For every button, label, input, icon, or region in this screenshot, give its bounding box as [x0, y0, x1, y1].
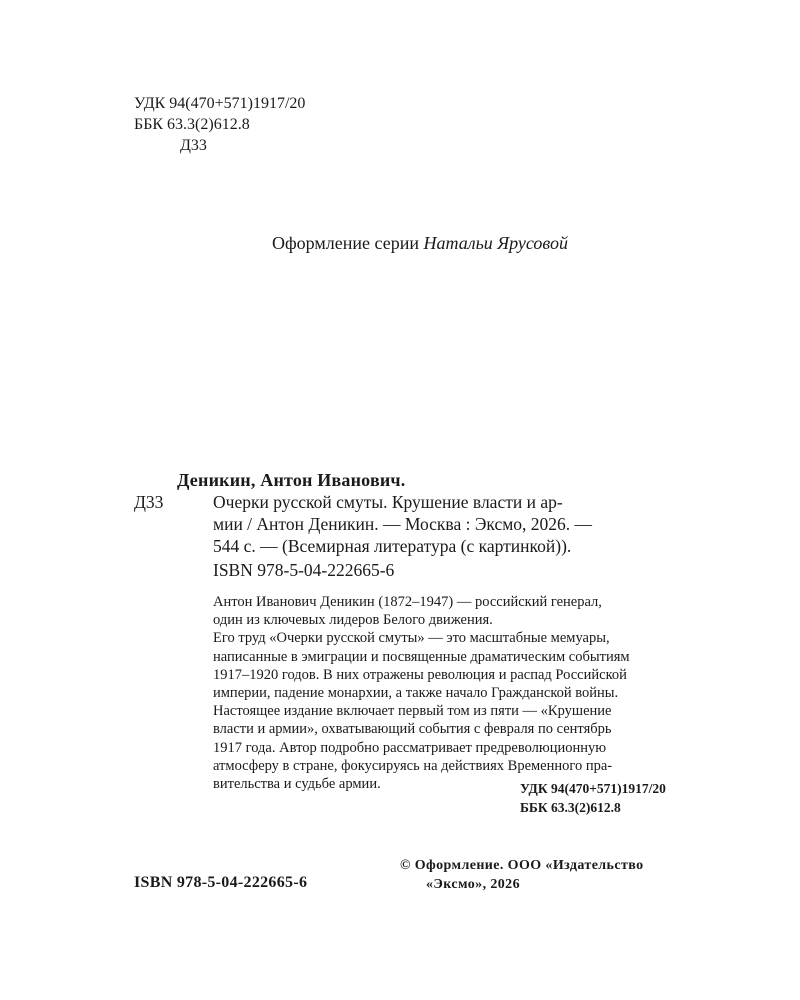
- bbk-code-right: ББК 63.3(2)612.8: [520, 800, 621, 815]
- annotation-line: один из ключевых лидеров Белого движения.: [213, 612, 493, 629]
- annotation-line: Его труд «Очерки русской смуты» — это масштабные мемуары,: [213, 630, 610, 647]
- catalog-isbn: ISBN 978-5-04-222665-6: [213, 560, 395, 580]
- annotation-line: Настоящее издание включает первый том из пяти — «Крушение: [213, 703, 612, 720]
- udk-code: УДК 94(470+571)1917/20: [134, 95, 306, 112]
- bbk-code: ББК 63.3(2)612.8: [134, 116, 250, 133]
- catalog-description: [213, 491, 708, 557]
- annotation-line: Антон Иванович Деникин (1872–1947) — российский генерал,: [213, 594, 602, 610]
- udk-block-top: [134, 93, 305, 156]
- author-mark: Д33: [180, 137, 207, 154]
- bottom-isbn: ISBN 978-5-04-222665-6: [134, 874, 308, 891]
- catalog-author-heading: Деникин, Антон Иванович.: [177, 470, 406, 490]
- catalog-author-code: Д33: [134, 492, 164, 512]
- annotation-line: атмосферу в стране, фокусируясь на действиях Временного пра-: [213, 757, 613, 774]
- copyright-notice: [400, 856, 644, 894]
- annotation-line: власти и армии», охватывающий события с февраля по сентябрь: [213, 721, 612, 738]
- annotation-line: 1917 года. Автор подробно рассматривает предреволюционную: [213, 739, 607, 756]
- series-design-prefix: Оформление серии: [272, 233, 419, 253]
- annotation-line: вительства и судьбе армии.: [213, 776, 381, 793]
- annotation-line: написанные в эмиграции и посвященные драматическим событиям: [213, 648, 630, 665]
- series-design-credit: [0, 233, 800, 254]
- udk-code-right: УДК 94(470+571)1917/20: [520, 781, 666, 796]
- series-designer-name: Натальи Ярусовой: [423, 233, 568, 253]
- catalog-line: мии / Антон Деникин. — Москва : Эксмо, 2026. —: [213, 514, 593, 534]
- catalog-line: 544 с. — (Всемирная литература (с картинкой)).: [213, 536, 572, 556]
- catalog-line: Очерки русской смуты. Крушение власти и ар-: [213, 492, 563, 512]
- codes-right: [520, 779, 666, 817]
- annotation-line: 1917–1920 годов. В них отражены революция и распад Российской: [213, 666, 627, 683]
- copyright-line: «Эксмо», 2026: [426, 877, 520, 892]
- annotation: [213, 593, 708, 793]
- annotation-line: империи, падение монархии, а также начало Гражданской войны.: [213, 685, 619, 702]
- copyright-line: © Оформление. ООО «Издательство: [400, 858, 644, 873]
